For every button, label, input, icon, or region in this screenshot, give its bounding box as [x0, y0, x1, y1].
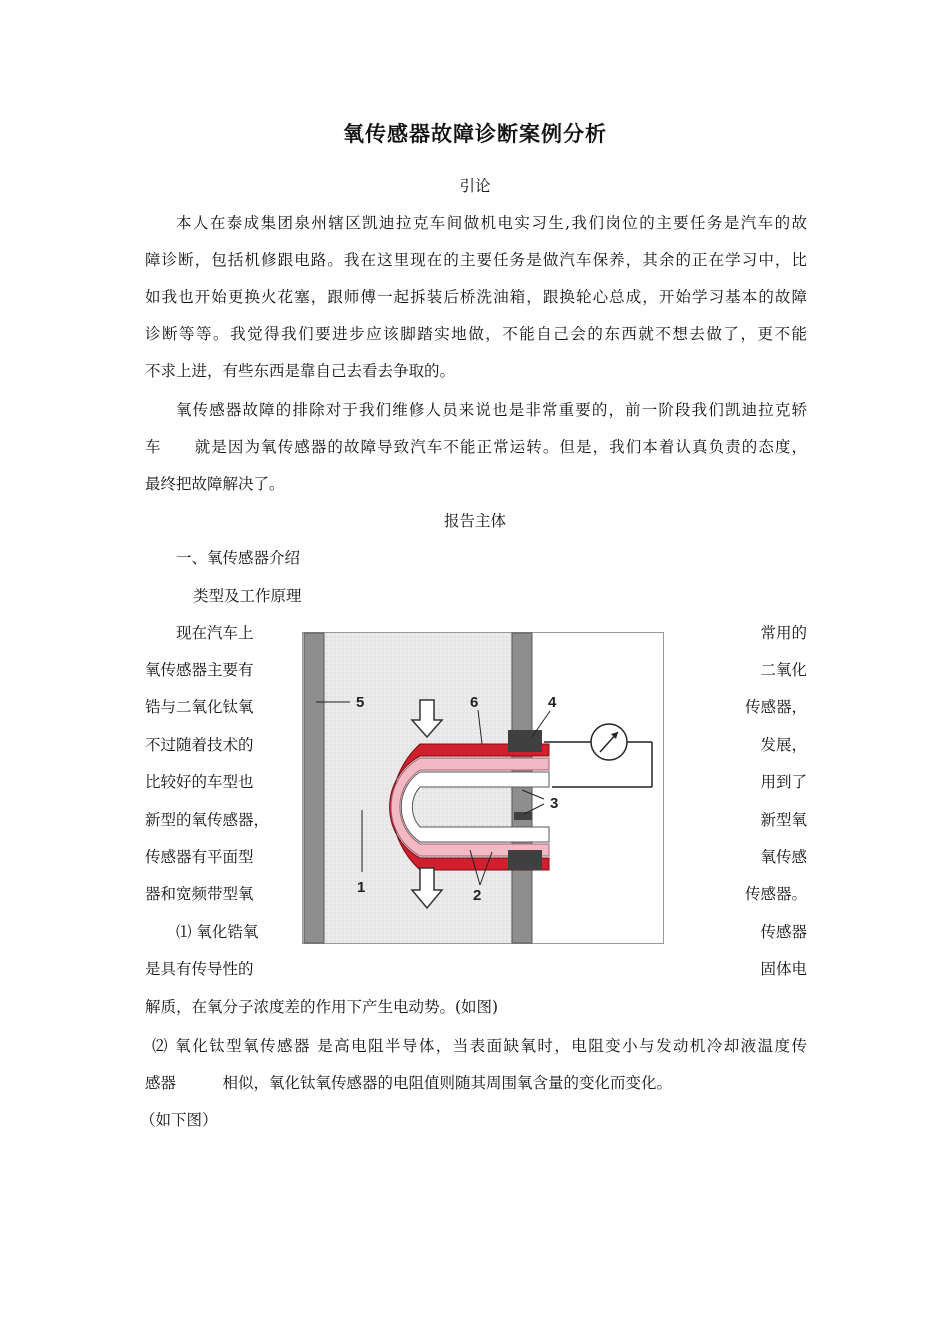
wrap-right-7: 氧传感 [760, 848, 807, 866]
p1-line-2: 障诊断，包括机修跟电路。我在这里现在的主要任务是做汽车保养，其余的正在学习中，比 [145, 251, 807, 269]
p2-line-2: 车 就是因为氧传感器的故障导致汽车不能正常运转。但是，我们本着认真负责的态度， [145, 438, 807, 456]
oxygen-sensor-figure [302, 632, 664, 944]
housing-block-top [508, 730, 542, 752]
wrap-right-6: 新型氧 [760, 811, 807, 829]
wrap-right-3: 传感器， [744, 698, 807, 716]
contact-block [514, 812, 532, 820]
wrap-right-8: 传感器。 [744, 885, 807, 903]
label-2: 2 [473, 887, 482, 904]
wrap-right-1: 常用的 [760, 624, 807, 642]
wrap-right-5: 用到了 [760, 773, 807, 791]
wrap-left-7: 传感器有平面型 [145, 848, 254, 866]
report-heading: 报告主体 [443, 512, 506, 530]
wrap-left-9: ⑴ 氧化锆氧 [176, 923, 259, 941]
sensor-diagram-svg [302, 632, 664, 944]
wrap-left-4: 不过随着技术的 [145, 736, 254, 754]
p1-line-1: 本人在泰成集团泉州辖区凯迪拉克车间做机电实习生,我们岗位的主要任务是汽车的故 [176, 214, 807, 232]
wrap-left-5: 比较好的车型也 [145, 773, 254, 791]
intro-heading: 引论 [459, 177, 491, 195]
wrap-left-3: 锆与二氧化钛氧 [145, 698, 254, 716]
label-1: 1 [357, 879, 366, 896]
wrap-right-2: 二氧化 [760, 661, 807, 679]
wrap-right-9: 传感器 [760, 923, 807, 941]
wrap-left-2: 氧传感器主要有 [145, 661, 254, 679]
p2-line-1: 氧传感器故障的排除对于我们维修人员来说也是非常重要的，前一阶段我们凯迪拉克轿 [176, 401, 807, 419]
p3-line-2: 感器 相似，氧化钛氧传感器的电阻值则随其周围氧含量的变化而变化。 [145, 1074, 673, 1092]
label-5: 5 [356, 694, 365, 711]
last-line: （如下图） [140, 1111, 218, 1129]
label-3: 3 [550, 795, 559, 812]
wrap-left-1: 现在汽车上 [176, 624, 254, 642]
page-title: 氧传感器故障诊断案例分析 [343, 122, 607, 146]
wrap-left-6: 新型的氧传感器， [145, 811, 270, 829]
wrap-left-8: 器和宽频带型氧 [145, 885, 254, 903]
right-wall [512, 633, 532, 943]
p2-line-3: 最终把故障解决了。 [145, 475, 285, 493]
p3-line-1: ⑵ 氧化钛型氧传感器 是高电阻半导体，当表面缺氧时，电阻变小与发动机冷却液温度传 [152, 1037, 807, 1055]
p1-line-3: 如我也开始更换火花塞，跟师傅一起拆装后桥洗油箱，跟换轮心总成，开始学习基本的故障 [145, 288, 807, 306]
wrap-left-10: 是具有传导性的 [145, 960, 254, 978]
subsection-heading: 类型及工作原理 [193, 587, 302, 605]
p1-line-5: 不求上进，有些东西是靠自己去看去争取的。 [145, 362, 456, 380]
label-6: 6 [470, 694, 479, 711]
after-figure-line: 解质，在氧分子浓度差的作用下产生电动势。(如图) [145, 998, 499, 1016]
left-wall [304, 633, 324, 943]
section-heading: 一、氧传感器介绍 [176, 549, 301, 567]
housing-block-bottom [508, 850, 542, 870]
wrap-right-4: 发展， [760, 736, 807, 754]
p1-line-4: 诊断等等。我觉得我们要进步应该脚踏实地做，不能自己会的东西就不想去做了，更不能 [145, 325, 807, 343]
label-4: 4 [548, 694, 557, 711]
wrap-right-10: 固体电 [760, 960, 807, 978]
